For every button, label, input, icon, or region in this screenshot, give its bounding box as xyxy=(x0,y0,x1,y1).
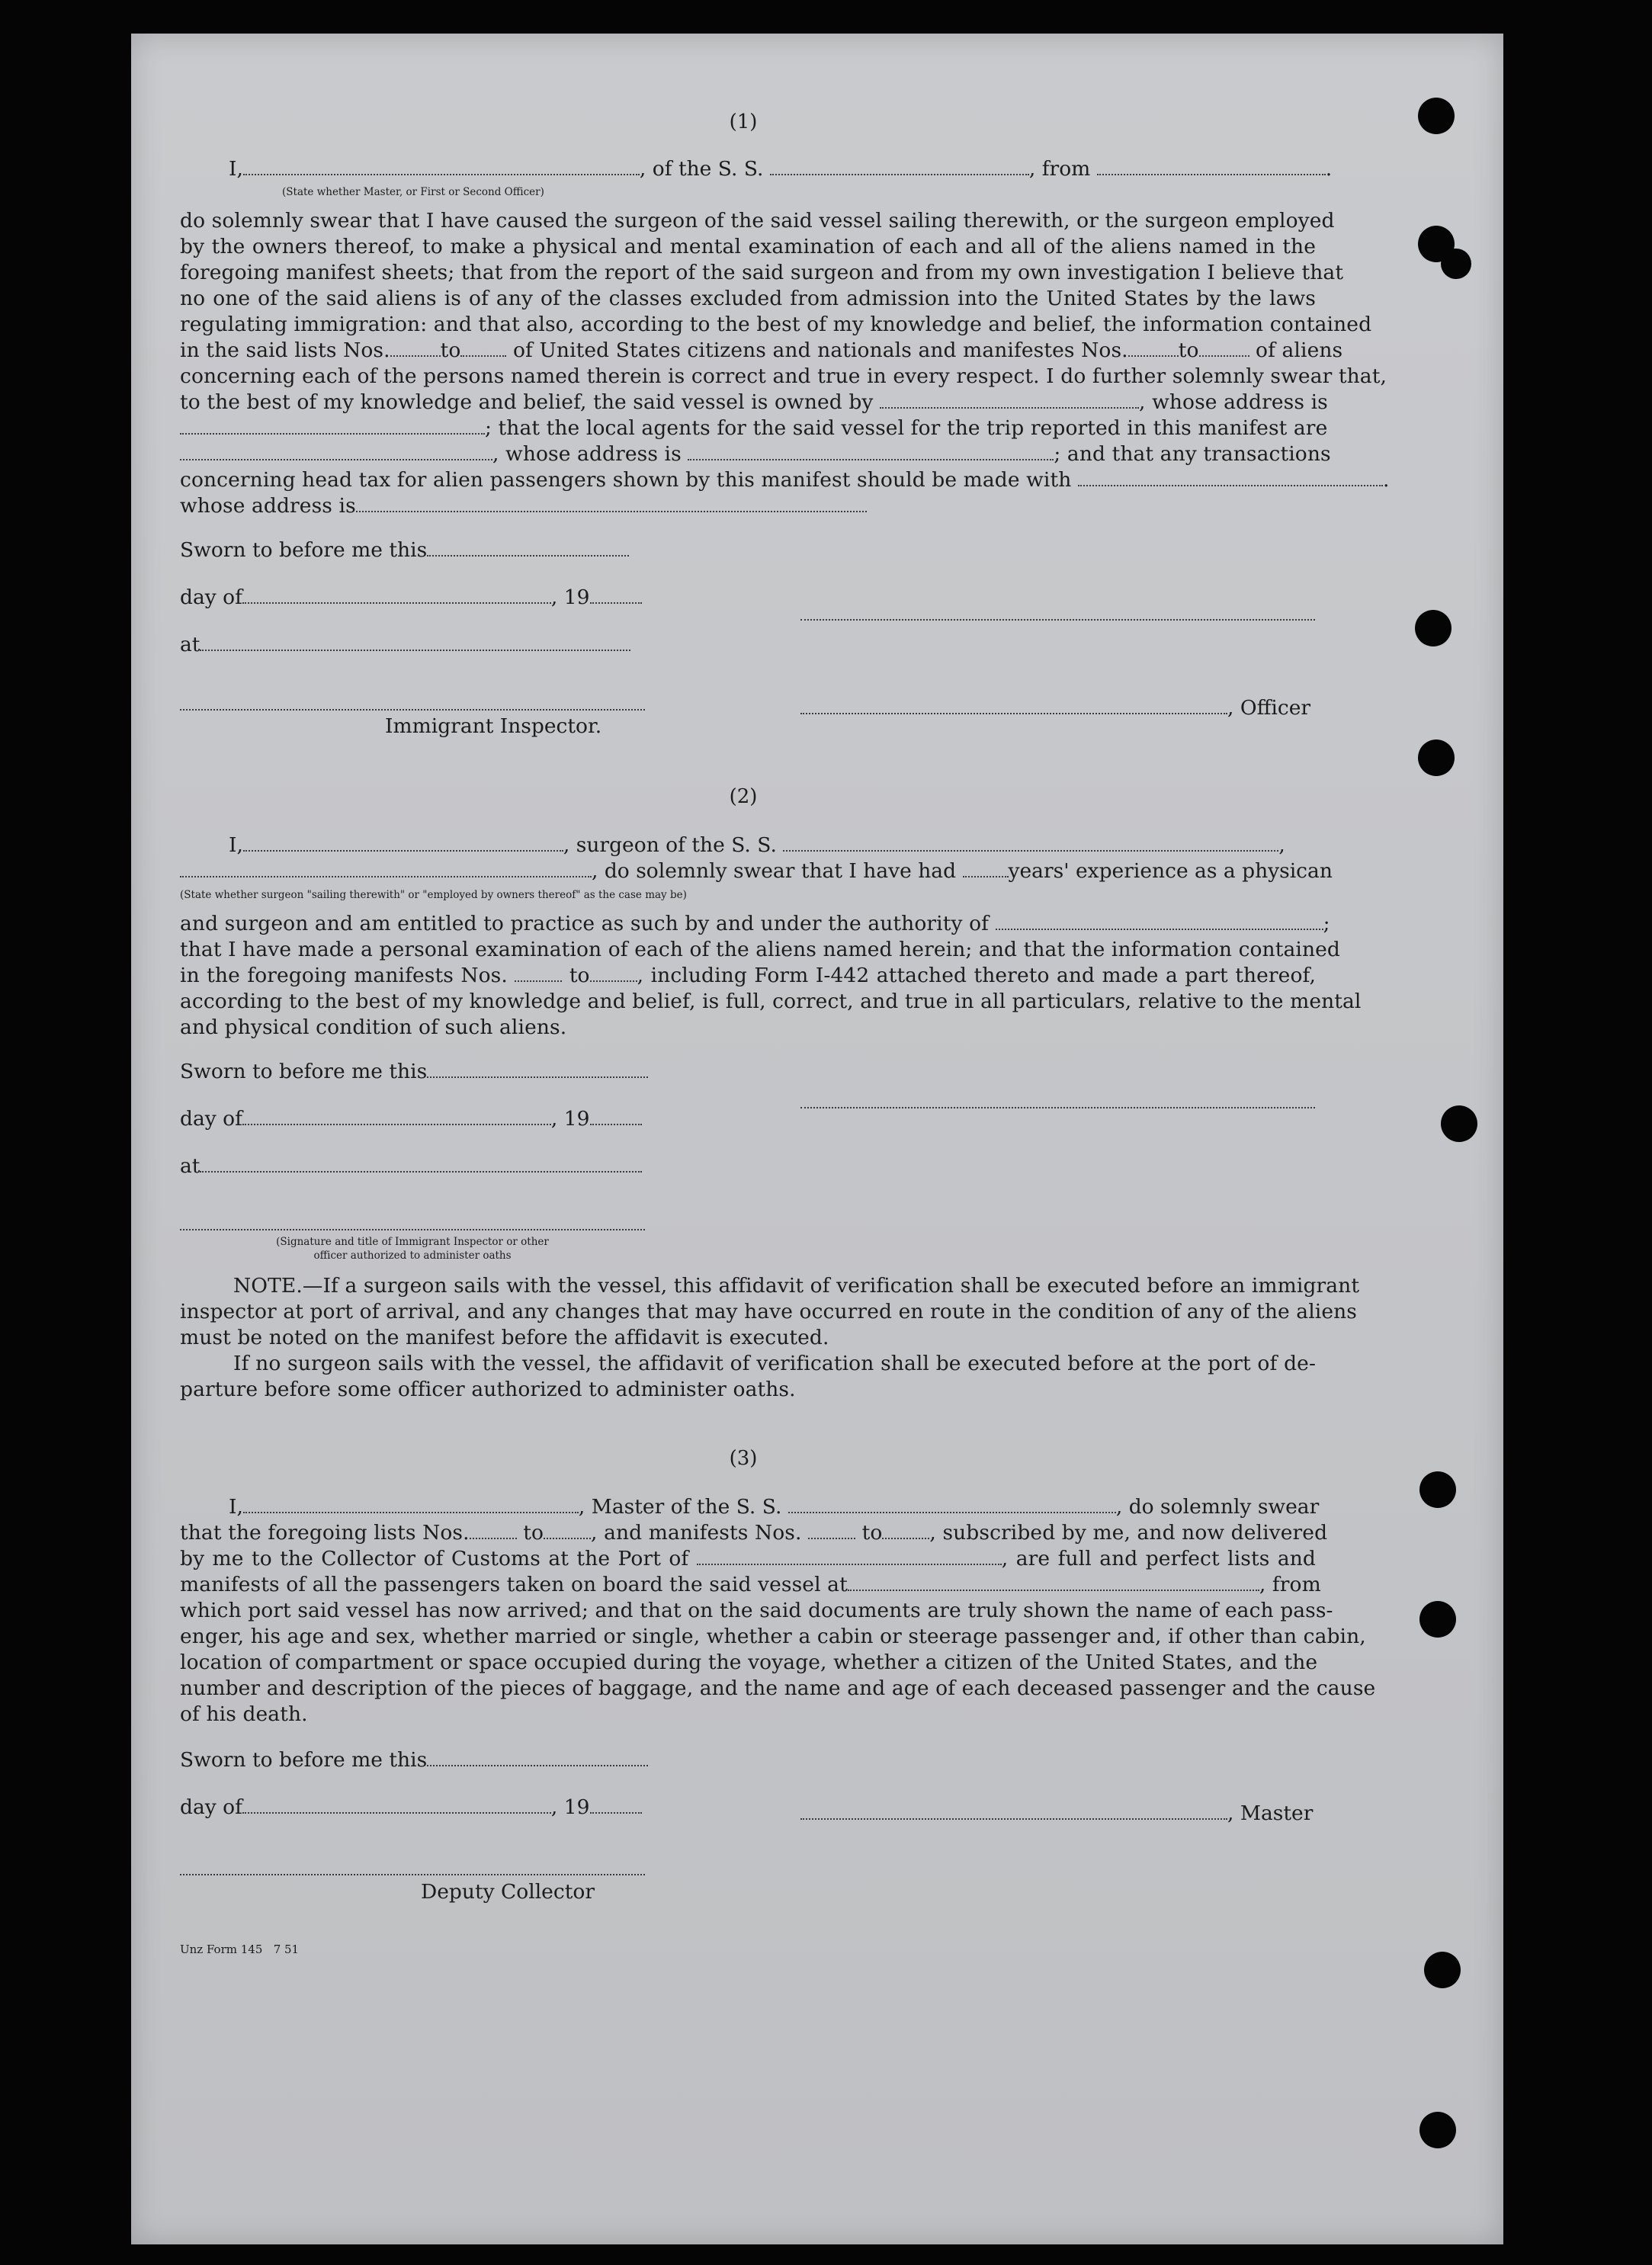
year-field-2[interactable] xyxy=(590,1108,642,1125)
section-1-text-line: do solemnly swear that I have caused the surgeon of the said vessel sailing therewith, or the surgeon employed xyxy=(180,209,1335,233)
section-2-authority-line: and surgeon and am entitled to practice as such by and under the authority of xyxy=(180,911,1316,937)
day-month-field-1[interactable] xyxy=(242,587,551,604)
arrival-port-field[interactable] xyxy=(697,1548,1002,1565)
local-agents-field[interactable] xyxy=(180,444,492,460)
sworn-date-field-2[interactable] xyxy=(427,1061,648,1078)
note-line: parture before some officer authorized to administer oaths. xyxy=(180,1378,796,1401)
head-tax-address-field[interactable] xyxy=(356,496,867,512)
citizen-list-to-field[interactable] xyxy=(460,340,506,357)
surgeon-vessel-field[interactable] xyxy=(783,835,1278,852)
section-1-agents-line: ; that the local agents for the said vessel for the trip reported in this manifest are xyxy=(180,415,1316,441)
officer-name-field[interactable] xyxy=(243,159,640,175)
sworn-date-field-1[interactable] xyxy=(427,540,629,557)
section-1-text-line: foregoing manifest sheets; that from the report of the said surgeon and from my own investigation I believe that xyxy=(180,261,1344,284)
alien-manifest-to-field[interactable] xyxy=(1199,340,1249,357)
section-1-text-line: regulating immigration: and that also, according to the best of my knowledge and belief, the information contained xyxy=(180,313,1372,336)
binder-hole xyxy=(1441,1105,1477,1142)
section-2-first-line: I, , surgeon of the S. S. , xyxy=(229,833,1285,857)
officer-note: (State whether Master, or First or Second Officer) xyxy=(282,186,544,198)
signature-note: (Signature and title of Immigrant Inspector or other officer authorized to administer oaths xyxy=(276,1236,549,1262)
section-1-text-line: no one of the said aliens is of any of the classes excluded from admission into the United States by the laws xyxy=(180,287,1316,310)
deputy-collector-caption: Deputy Collector xyxy=(421,1880,595,1904)
surgeon-status-field[interactable] xyxy=(180,861,592,877)
surgeon-manifest-to-field[interactable] xyxy=(590,965,637,982)
section-2-number: (2) xyxy=(729,785,758,808)
inspector-signature-line-2[interactable] xyxy=(180,1229,645,1230)
section-1-number: (1) xyxy=(729,111,758,133)
year-field-1[interactable] xyxy=(590,587,642,604)
master-name-field[interactable] xyxy=(243,1497,579,1513)
sworn-place-field-2[interactable] xyxy=(200,1156,642,1173)
head-tax-party-field[interactable] xyxy=(1078,470,1383,486)
inspector-signature-line-1[interactable] xyxy=(180,709,645,711)
section-3-collector-line: by me to the Collector of Customs at the Port of , are full and perfect lists and xyxy=(180,1547,1316,1570)
agents-address-field[interactable] xyxy=(688,444,1054,460)
form-id: Unz Form 145 7 51 xyxy=(180,1943,300,1956)
owner-address-field[interactable] xyxy=(180,418,485,435)
section-1-agents-address-line: , whose address is ; and that any transactions xyxy=(180,441,1316,467)
section-2-text-line: that I have made a personal examination of each of the aliens named herein; and that the information contained xyxy=(180,938,1340,961)
binder-hole xyxy=(1419,1601,1456,1638)
sworn-label-2: Sworn to before me this xyxy=(180,1059,648,1085)
section-1-text-line: concerning each of the persons named therein is correct and true in every respect. I do further solemnly swear that, xyxy=(180,364,1387,388)
day-of-label-1: day of , 19 xyxy=(180,585,642,611)
binder-hole xyxy=(1441,249,1471,279)
master-manifest-to-field[interactable] xyxy=(882,1522,929,1539)
surgeon-manifest-from-field[interactable] xyxy=(515,965,562,982)
section-3-text-line: of his death. xyxy=(180,1702,308,1726)
binder-hole xyxy=(1424,1952,1461,1988)
binder-hole xyxy=(1418,739,1455,776)
section-1-headtax-line: concerning head tax for alien passengers shown by this manifest should be made with xyxy=(180,467,1316,493)
sworn-place-field-1[interactable] xyxy=(200,634,630,651)
officer-signature: , Officer xyxy=(800,695,1310,721)
section-2-text-line: according to the best of my knowledge and belief, is full, correct, and true in all particulars, relative to the mental xyxy=(180,990,1362,1013)
deputy-signature-line[interactable] xyxy=(180,1874,645,1875)
section-3-text-line: enger, his age and sex, whether married or single, whether a cabin or steerage passenger and, if other than cabin, xyxy=(180,1625,1366,1648)
section-2-manifests-line: in the foregoing manifests Nos. to , including Form I-442 attached thereto and made a part thereof, xyxy=(180,964,1316,987)
signature-line-1[interactable] xyxy=(800,619,1315,621)
year-field-3[interactable] xyxy=(590,1797,642,1814)
authority-field[interactable] xyxy=(996,913,1323,930)
section-3-text-line: which port said vessel has now arrived; and that on the said documents are truly shown the name of each pass- xyxy=(180,1599,1333,1622)
section-1-owner-line: to the best of my knowledge and belief, the said vessel is owned by , whose address is xyxy=(180,390,1328,414)
immigrant-inspector-caption: Immigrant Inspector. xyxy=(385,714,602,738)
binder-hole xyxy=(1415,610,1452,646)
section-3-first-line: I, , Master of the S. S. , do solemnly swear xyxy=(229,1495,1320,1519)
note-line: If no surgeon sails with the vessel, the affidavit of verification shall be executed before at the port of de- xyxy=(233,1352,1316,1375)
sworn-date-field-3[interactable] xyxy=(427,1750,648,1766)
surgeon-signature-line[interactable] xyxy=(800,1107,1315,1108)
section-3-manifests-line: manifests of all the passengers taken on board the said vessel at , from xyxy=(180,1573,1321,1596)
binder-hole xyxy=(1419,1471,1456,1508)
boarding-port-field[interactable] xyxy=(848,1574,1259,1591)
section-3-number: (3) xyxy=(729,1447,758,1470)
section-3-text-line: location of compartment or space occupied during the voyage, whether a citizen of the United States, and the xyxy=(180,1651,1318,1674)
vessel-owner-field[interactable] xyxy=(880,392,1139,409)
master-manifest-from-field[interactable] xyxy=(808,1522,855,1539)
vessel-name-field[interactable] xyxy=(770,159,1029,175)
binder-hole xyxy=(1418,98,1455,134)
day-month-field-3[interactable] xyxy=(242,1797,551,1814)
master-signature-field[interactable] xyxy=(800,1803,1227,1820)
section-1-first-line: I, , of the S. S. , from . xyxy=(229,157,1333,181)
section-3-text-line: number and description of the pieces of baggage, and the name and age of each deceased passenger and the cause xyxy=(180,1676,1376,1700)
binder-hole xyxy=(1419,2112,1456,2148)
note-line: inspector at port of arrival, and any changes that may have occurred en route in the condition of any of the aliens xyxy=(180,1300,1357,1323)
departure-port-field[interactable] xyxy=(1097,159,1326,175)
master-list-from-field[interactable] xyxy=(470,1522,517,1539)
at-label-1: at xyxy=(180,632,630,658)
alien-manifest-from-field[interactable] xyxy=(1128,340,1179,357)
note-line: must be noted on the manifest before the affidavit is executed. xyxy=(180,1326,829,1349)
citizen-list-from-field[interactable] xyxy=(390,340,441,357)
day-of-label-2: day of , 19 xyxy=(180,1106,642,1132)
sworn-label-3: Sworn to before me this xyxy=(180,1747,648,1773)
sworn-label-1: Sworn to before me this xyxy=(180,537,629,563)
years-experience-field[interactable] xyxy=(963,861,1009,877)
surgeon-name-field[interactable] xyxy=(243,835,563,852)
section-1-whose-line: whose address is xyxy=(180,493,1316,519)
section-1-text-line: by the owners thereof, to make a physical and mental examination of each and all of the aliens named in the xyxy=(180,235,1316,258)
day-of-label-3: day of , 19 xyxy=(180,1795,642,1821)
section-2-text-line: and physical condition of such aliens. xyxy=(180,1015,567,1039)
section-2-second-line: , do solemnly swear that I have had years' experience as a physican xyxy=(180,858,1333,884)
master-list-to-field[interactable] xyxy=(544,1522,591,1539)
at-label-2: at xyxy=(180,1153,642,1179)
section-1-lists-line: in the said lists Nos. to of United States citizens and nationals and manifestes Nos. to of aliens xyxy=(180,338,1343,362)
note-line: NOTE.—If a surgeon sails with the vessel, this affidavit of verification shall be executed before an immigrant xyxy=(233,1274,1360,1298)
day-month-field-2[interactable] xyxy=(242,1108,551,1125)
officer-signature-field[interactable] xyxy=(800,698,1227,714)
master-signature: , Master xyxy=(800,1801,1313,1827)
master-vessel-field[interactable] xyxy=(788,1497,1116,1513)
section-3-lists-line: that the foregoing lists Nos. to , and manifests Nos. to , subscribed by me, and now delivered xyxy=(180,1521,1328,1545)
surgeon-note: (State whether surgeon "sailing therewith" or "employed by owners thereof" as the case may be) xyxy=(180,889,687,901)
